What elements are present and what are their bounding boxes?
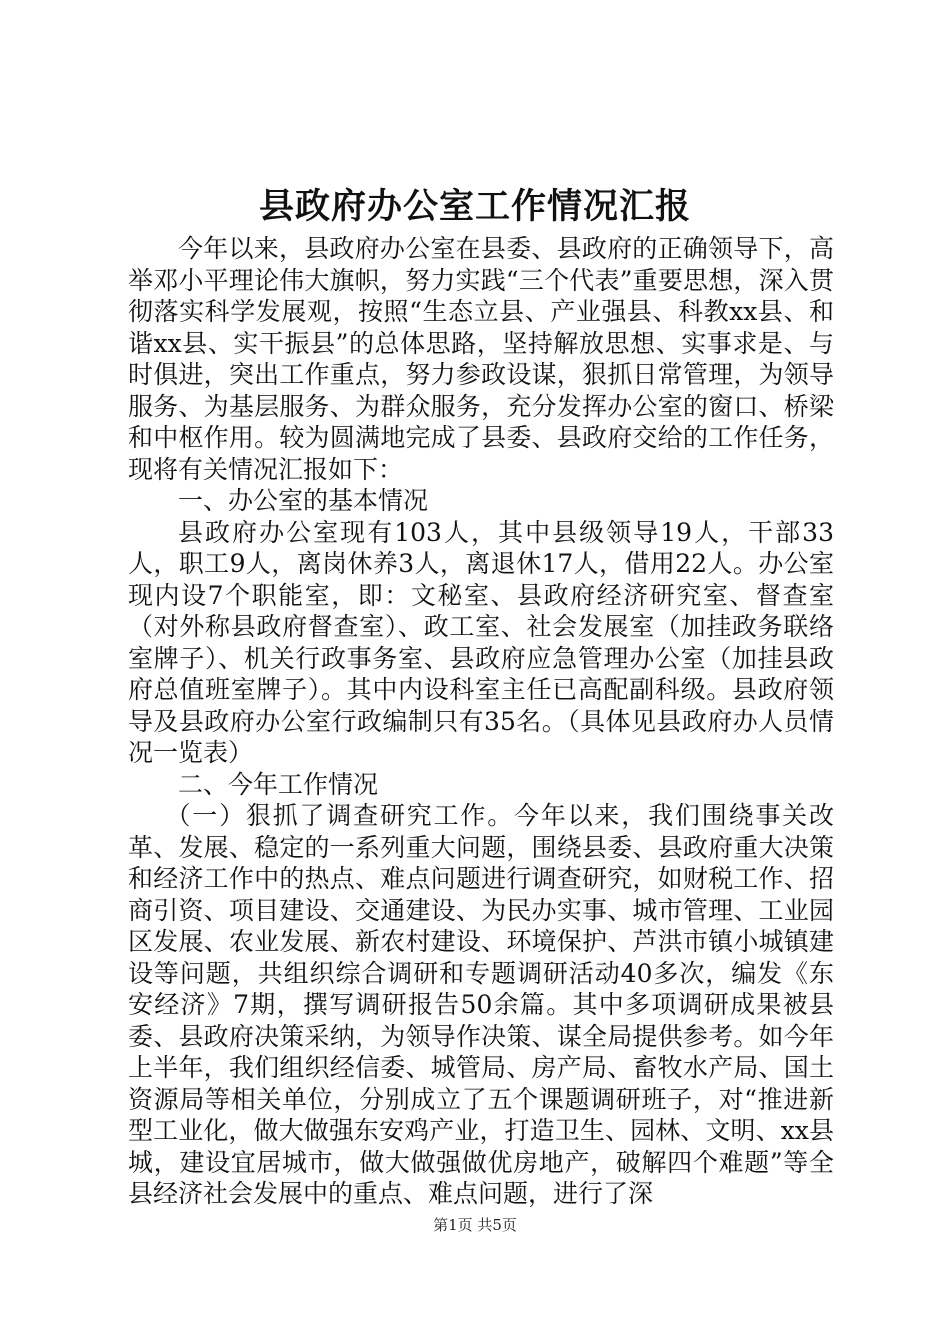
document-title: 县政府办公室工作情况汇报 bbox=[258, 186, 691, 227]
page-number-footer: 第1页 共5页 bbox=[433, 1216, 517, 1234]
document-body bbox=[128, 233, 834, 1210]
intro-paragraph: 今年以来，县政府办公室在县委、县政府的正确领导下，高举邓小平理论伟大旗帜，努力实践“三个代表”重要思想，深入贯彻落实科学发展观，按照“生态立县、产业强县、科教xx县、和谐xx县、实干振县”的总体思路，坚持解放思想、实事求是、与时俱进，突出工作重点，努力参政设谋，狠抓日常管理，为领导服务、为基层服务、为群众服务，充分发挥办公室的窗口、桥梁和中枢作用。较为圆满地完成了县委、县政府交给的工作任务，现将有关情况汇报如下： bbox=[128, 234, 834, 484]
basic-info-paragraph: 县政府办公室现有103人，其中县级领导19人，干部33人，职工9人，离岗休养3人，离退休17人，借用22人。办公室现内设7个职能室，即：文秘室、县政府经济研究室、督查室（对外称县政府督查室）、政工室、社会发展室（加挂政务联络室牌子）、机关行政事务室、县政府应急管理办公室（加挂县政府总值班室牌子）。其中内设科室主任已高配副科级。县政府领导及县政府办公室行政编制只有35名。（具体见县政府办人员情况一览表） bbox=[128, 517, 834, 767]
section-heading-work-status: 二、今年工作情况 bbox=[178, 769, 379, 799]
section-heading-basic-info: 一、办公室的基本情况 bbox=[178, 486, 429, 515]
research-work-paragraph: （一）狠抓了调查研究工作。今年以来，我们围绕事关改革、发展、稳定的一系列重大问题，围绕县委、县政府重大决策和经济工作中的热点、难点问题进行调查研究，如财税工作、招商引资、项目建设、交通建设、为民办实事、城市管理、工业园区发展、农业发展、新农村建设、环境保护、芦洪市镇小城镇建设等问题，共组织综合调研和专题调研活动40多次，编发《东安经济》7期，撰写调研报告50余篇。其中多项调研成果被县委、县政府决策采纳，为领导作决策、谋全局提供参考。如今年上半年，我们组织经信委、城管局、房产局、畜牧水产局、国土资源局等相关单位，分别成立了五个课题调研班子，对“推进新型工业化，做大做强东安鸡产业，打造卫生、园林、文明、xx县城，建设宜居城市，做大做强做优房地产，破解四个难题”等全县经济社会发展中的重点、难点问题，进行了深 bbox=[128, 801, 834, 1208]
